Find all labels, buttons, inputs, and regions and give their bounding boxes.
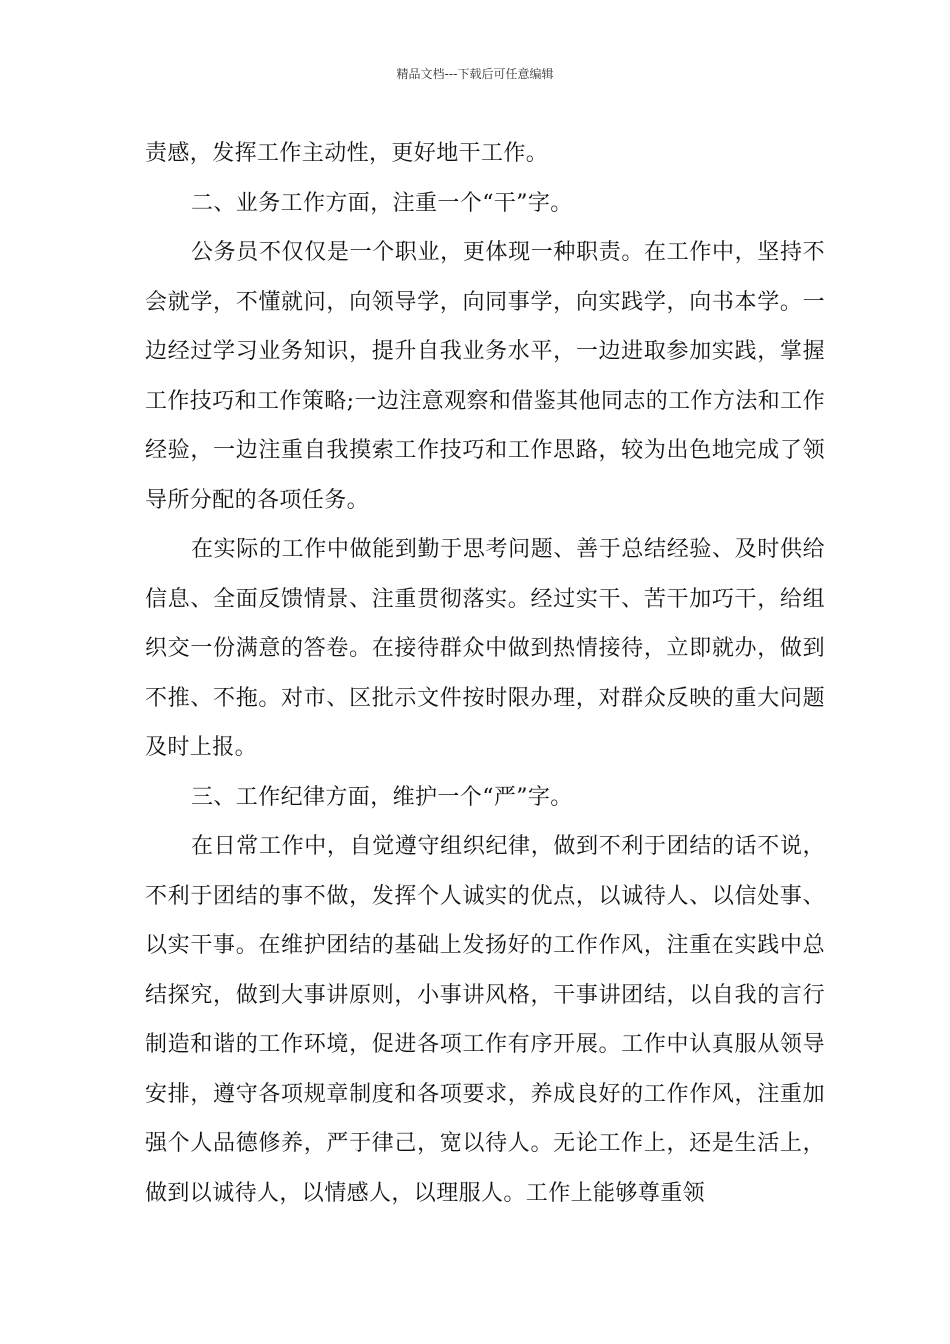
paragraph-business-learning: 公务员不仅仅是一个职业，更体现一种职责。在工作中，坚持不会就学，不懂就问，向领导学，向同事学，向实践学，向书本学。一边经过学习业务知识，提升自我业务水平，一边进取参加实践，掌握工作技巧和工作策略;一边注意观察和借鉴其他同志的工作方法和工作经验，一边注重自我摸索工作技巧和工作思路，较为出色地完成了领导所分配的各项任务。: [145, 240, 825, 513]
paragraph-discipline: 在日常工作中，自觉遵守组织纪律，做到不利于团结的话不说，不利于团结的事不做，发挥个人诚实的优点，以诚待人、以信处事、以实干事。在维护团结的基础上发扬好的工作作风，注重在实践中总结探究，做到大事讲原则，小事讲风格，干事讲团结，以自我的言行制造和谐的工作环境，促进各项工作有序开展。工作中认真服从领导安排，遵守各项规章制度和各项要求，养成良好的工作作风，注重加强个人品德修养，严于律己，宽以待人。无论工作上，还是生活上，做到以诚待人，以情感人，以理服人。工作上能够尊重领: [145, 834, 825, 1206]
document-body: [145, 129, 825, 1218]
paragraph-business-practice: 在实际的工作中做能到勤于思考问题、善于总结经验、及时供给信息、全面反馈情景、注重贯彻落实。经过实干、苦干加巧干，给组织交一份满意的答卷。在接待群众中做到热情接待，立即就办，做到不推、不拖。对市、区批示文件按时限办理，对群众反映的重大问题及时上报。: [145, 537, 825, 760]
section-heading-business: 二、业务工作方面，注重一个“干”字。: [191, 190, 573, 216]
paragraph-continuation: 责感，发挥工作主动性，更好地干工作。: [145, 141, 549, 166]
page-header: 精品文档---下载后可任意编辑: [396, 67, 554, 81]
section-heading-discipline: 三、工作纪律方面，维护一个“严”字。: [191, 784, 573, 810]
